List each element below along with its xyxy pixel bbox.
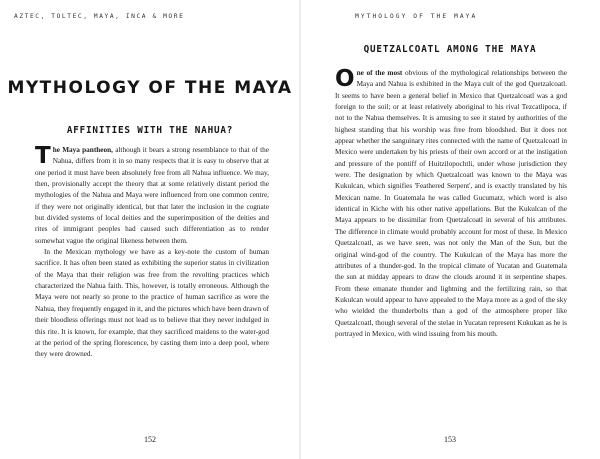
chapter-title: MYTHOLOGY OF THE MAYA — [7, 78, 293, 98]
body-text — [335, 68, 567, 340]
drop-cap: O — [335, 66, 355, 92]
right-page — [300, 0, 600, 459]
running-head: AZTEC, TOLTEC, MAYA, INCA & MORE — [14, 13, 185, 20]
paragraph: In the Mexican mythology we have as a key-note the custom of human sacrifice. It has often been stated as exhibiting the superior status in civilization of the Maya that their religion was free from the revolting practices which characterized the Nahua faith. This, however, is totally erroneous. Although the Maya were not nearly so prone to the practice of human sacrifice as were the Nahua, they frequently engaged in it, and the pictures which have been drawn of their bloodless offerings must not lead us to believe that they never indulged in this rite. It is known, for example, that they sacrificed maidens to the water-god at the period of the spring florescence, by casting them into a deep pool, where they were drowned. — [35, 248, 269, 359]
section-title: QUETZALCOATL AMONG THE MAYA — [363, 44, 537, 55]
lead-phrase: he Maya pantheon, — [52, 146, 113, 154]
paragraph — [35, 145, 269, 247]
running-head: MYTHOLOGY OF THE MAYA — [355, 13, 478, 20]
drop-cap: T — [35, 143, 51, 169]
paragraph-text: although it bears a strong resemblance to that of the Nahua, differs from it in so many respects that it is easy to observe that at one period it must have been absolutely free from all Nahua influence. We may, then, provisionally accept the theory that at some relatively distant period the mythologies of the Nahua and Maya were influenced from one common centre, if they were not originally identical, but that later the inclusion in the cognate but divided systems of local deities and the superimposition of the deities and rites of immigrant peoples had caused such differentiation as to render somewhat vague the original likeness between them. — [35, 146, 269, 245]
paragraph — [335, 68, 567, 340]
page-number: 152 — [144, 435, 156, 444]
body-text — [35, 145, 269, 361]
section-title: AFFINITIES WITH THE NAHUA? — [66, 125, 234, 136]
paragraph-text: obvious of the mythological relationships between the Maya and Nahua is exhibited in the Maya cult of the god Quetzalcoatl. It seems to have been a general belief in Mexico that Quetzalcoatl was a god foreign to the soil; or at least relatively aboriginal to his rival Tezcatlipoca, if not to the Nahua themselves. It is amusing to see it stated by authorities of the highest standing that his worship was free from bloodshed. But it does not appear whether the sanguinary rites connected with the name of Quetzalcoatl in Mexico were undertaken by his priests of their own accord or at the instigation and pressure of the pontiff of Huitzilopochtli, under whose jurisdiction they were. The designation by which Quetzalcoatl was known to the Maya was Kukulcan, which signifies 'Feathered Serpent', and is exactly translated by his Mexican name. In Guatemala he was called Gucumatz, which word is also identical in Kiche with his other native appellations. But the Kukulcan of the Maya appears to be dissimilar from Quetzalcoatl in several of his attributes. The difference in climate would probably account for most of these. In Mexico Quetzalcoatl, as we have seen, was not only the Man of the Sun, but the original wind-god of the country. The Kukulcan of the Maya has more the attributes of a thunder-god. In the tropical climate of Yucatan and Guatemala the sun at midday appears to draw the clouds around it in serpentine shapes. From these emanate thunder and lightning and the fertilizing rain, so that Kukulcan would appear to have appealed to the Maya more as a god of the sky who wielded the thunderbolts than a god of the atmosphere proper like Quetzalcoatl, though several of the stelae in Yucatan represent Kukukan as he is portrayed in Mexico, with wind issuing from his mouth. — [335, 69, 567, 338]
page-number: 153 — [444, 435, 456, 444]
lead-phrase: ne of the most — [356, 69, 403, 77]
